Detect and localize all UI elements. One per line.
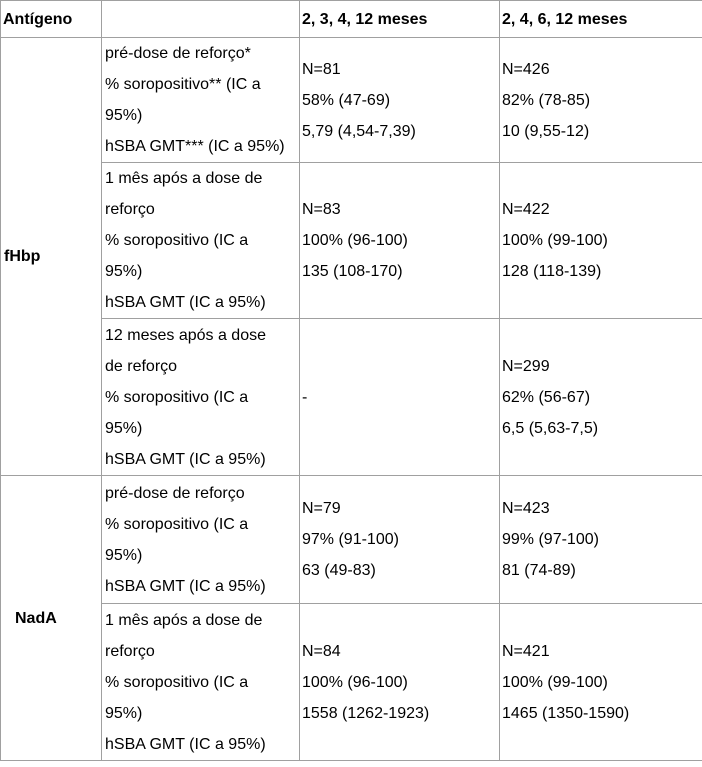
table-row [1,476,702,604]
value-line: 97% (91-100) [302,531,399,548]
table-row [1,604,702,761]
condition-line: % soropositivo (IC a [105,673,249,691]
value-line: 1558 (1262-1923) [302,704,430,722]
condition-line: reforço [105,201,155,218]
condition-cell [102,604,300,761]
condition-line: hSBA GMT*** (IC a 95%) [105,138,285,155]
condition-line: % soropositivo** (IC a [105,76,261,93]
header-schedule-1: 2, 3, 4, 12 meses [300,1,500,38]
table-row [1,163,702,319]
value-cell-schedule-2 [500,38,702,163]
condition-line: 12 meses após a dose [105,326,266,344]
condition-line: 1 mês após a dose de [105,170,263,187]
value-cell-schedule-1 [300,319,500,476]
value-line: 5,79 (4,54-7,39) [302,122,416,140]
value-line: 58% (47-69) [302,91,391,109]
table-row [1,319,702,476]
header-row [1,1,702,38]
value-cell-schedule-1 [300,476,500,604]
value-cell-schedule-1 [300,604,500,761]
condition-cell [102,319,300,476]
value-line: N=299 [502,357,550,375]
value-cell-schedule-2 [500,476,702,604]
header-schedule-2: 2, 4, 6, 12 meses [500,1,702,38]
value-line: 10 (9,55-12) [502,122,590,140]
condition-line: hSBA GMT (IC a 95%) [105,450,266,468]
value-line: 100% (99-100) [502,232,608,249]
value-line: 99% (97-100) [502,531,599,548]
value-line: 128 (118-139) [502,263,602,280]
condition-cell [102,38,300,163]
condition-line: 95%) [105,704,143,722]
condition-line: % soropositivo (IC a [105,388,249,406]
condition-line: 1 mês após a dose de [105,611,263,629]
value-line: N=79 [302,500,341,517]
value-line: 100% (99-100) [502,673,608,691]
condition-line: % soropositivo (IC a [105,232,249,249]
value-line: N=81 [302,60,341,78]
condition-line: hSBA GMT (IC a 95%) [105,294,266,311]
value-line: 135 (108-170) [302,263,403,280]
value-line: 100% (96-100) [302,232,408,249]
header-antigen: Antígeno [1,1,102,38]
value-line: N=426 [502,60,550,78]
value-line: N=423 [502,500,550,517]
condition-line: 95%) [105,263,143,280]
condition-line: hSBA GMT (IC a 95%) [105,735,266,753]
value-line: 1465 (1350-1590) [502,704,630,722]
value-line: 82% (78-85) [502,91,591,109]
value-cell-schedule-2 [500,604,702,761]
value-line: 81 (74-89) [502,562,576,579]
value-cell-schedule-1 [300,38,500,163]
condition-line: reforço [105,642,155,660]
header-condition [102,1,300,38]
condition-line: pré-dose de reforço [105,484,245,502]
value-line: 100% (96-100) [302,673,408,691]
condition-line: pré-dose de reforço* [105,45,251,62]
condition-line: hSBA GMT (IC a 95%) [105,577,266,595]
value-cell-schedule-1 [300,163,500,319]
value-cell-schedule-2 [500,163,702,319]
condition-cell [102,476,300,604]
antigen-nada: NadA [1,476,102,761]
value-line: N=84 [302,642,341,660]
value-line: N=422 [502,201,550,218]
condition-line: 95%) [105,419,143,437]
condition-line: 95%) [105,546,143,564]
condition-line: 95%) [105,107,143,124]
value-line: 63 (49-83) [302,562,376,579]
value-cell-schedule-2 [500,319,702,476]
condition-line: de reforço [105,357,178,375]
table-row [1,38,702,163]
value-line: N=421 [502,642,550,660]
condition-line: % soropositivo (IC a [105,515,249,533]
antigen-fhbp: fHbp [1,38,102,476]
value-line: - [302,388,308,406]
value-line: 62% (56-67) [502,388,591,406]
value-line: 6,5 (5,63-7,5) [502,419,599,437]
condition-cell [102,163,300,319]
value-line: N=83 [302,201,341,218]
